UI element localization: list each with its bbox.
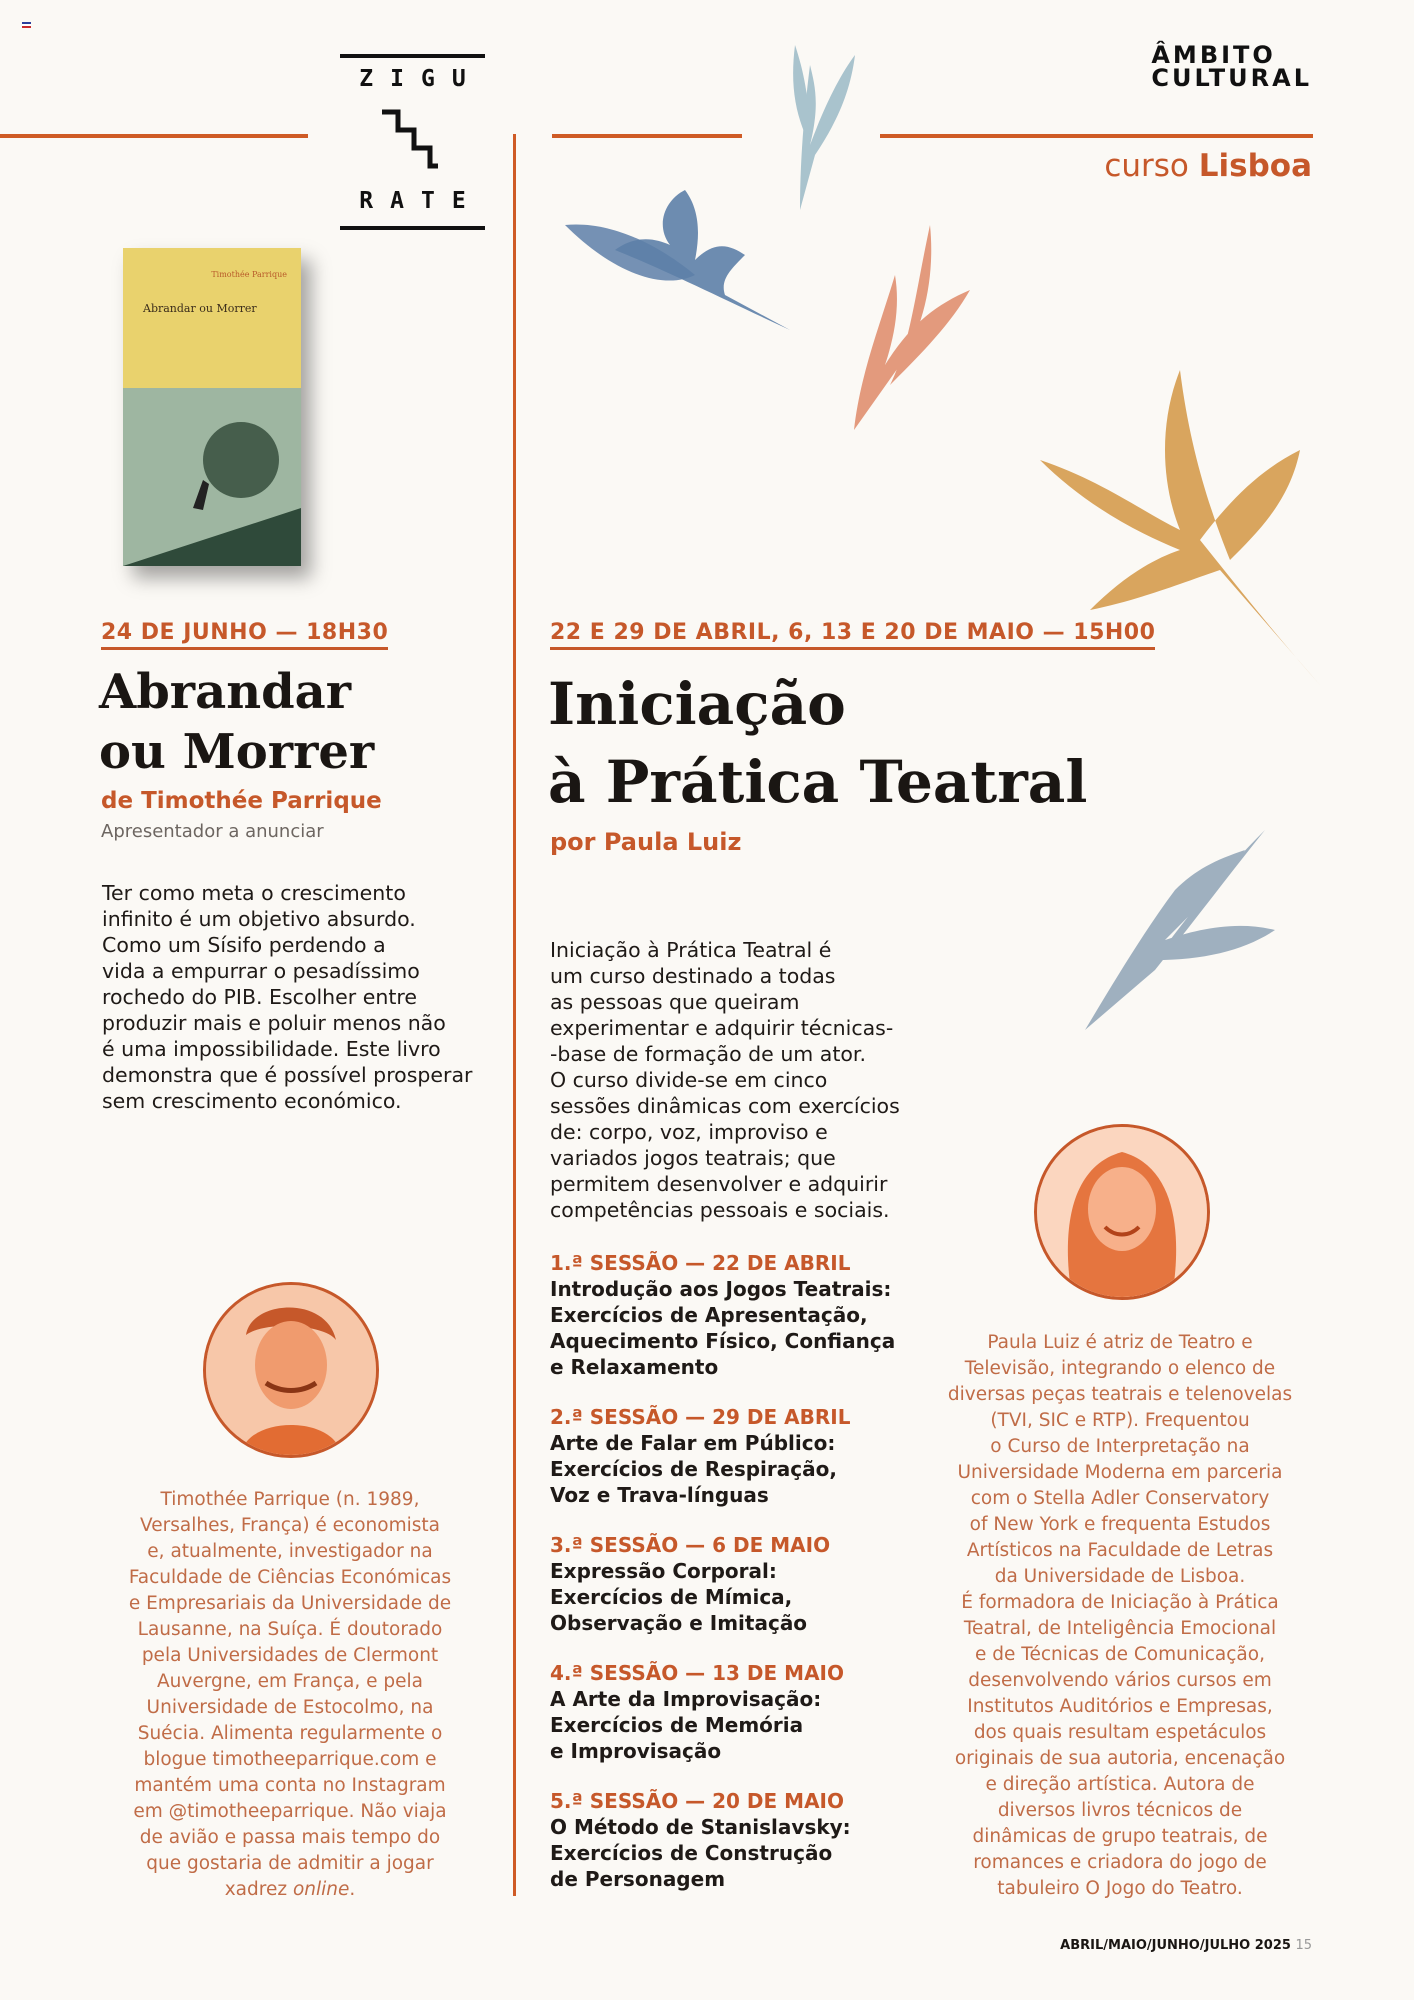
- right-bio-line: dos quais resultam espetáculos: [973, 1722, 1267, 1743]
- left-desc-line: Ter como meta o crescimento: [102, 881, 406, 905]
- top-rule-right: [880, 134, 1313, 138]
- right-bio-line: da Universidade de Lisboa.: [994, 1566, 1246, 1587]
- session-block: [550, 1250, 930, 1380]
- sisyphus-boulder-icon: [123, 388, 301, 566]
- left-desc-line: Como um Sísifo perdendo a: [102, 933, 386, 957]
- session-heading: 4.ª SESSÃO — 13 DE MAIO: [550, 1661, 844, 1685]
- bio-end-punct: .: [349, 1879, 356, 1900]
- left-bio-line: Lausanne, na Suíça. É doutorado: [137, 1619, 443, 1640]
- session-block: [550, 1404, 930, 1508]
- right-desc-line: permitem desenvolver e adquirir: [550, 1172, 888, 1196]
- session-line: e Improvisação: [550, 1739, 722, 1763]
- right-desc-line: experimentar e adquirir técnicas-: [550, 1016, 894, 1040]
- session-line: A Arte da Improvisação:: [550, 1687, 822, 1711]
- right-bio-line: diversas peças teatrais e telenovelas: [947, 1384, 1293, 1405]
- staircase-icon: [380, 108, 444, 176]
- session-block: [550, 1788, 930, 1892]
- right-desc-line: Iniciação à Prática Teatral é: [550, 938, 832, 962]
- session-heading: 5.ª SESSÃO — 20 DE MAIO: [550, 1789, 844, 1813]
- right-bio-line: Artísticos na Faculdade de Letras: [966, 1540, 1274, 1561]
- bio-italic-word: online: [292, 1879, 350, 1900]
- ambito-cultural-logo: [1151, 41, 1312, 92]
- right-bio-line: Televisão, integrando o elenco de: [964, 1358, 1276, 1379]
- left-desc-line: é uma impossibilidade. Este livro: [102, 1037, 441, 1061]
- top-rule-middle: [552, 134, 742, 138]
- session-line: Exercícios de Apresentação,: [550, 1303, 868, 1327]
- right-title-line2: à Prática Teatral: [548, 748, 1088, 816]
- session-line: Exercícios de Mímica,: [550, 1585, 793, 1609]
- right-bio-line: (TVI, SIC e RTP). Frequentou: [990, 1410, 1250, 1431]
- footer: [1060, 1938, 1312, 1953]
- right-bio-line: o Curso de Interpretação na: [990, 1436, 1250, 1457]
- right-bio-line: Paula Luiz é atriz de Teatro e: [987, 1332, 1253, 1353]
- left-title: [99, 662, 374, 782]
- left-author: de Timothée Parrique: [101, 788, 382, 814]
- right-title: [548, 665, 1087, 821]
- right-bio-line: romances e criadora do jogo de: [973, 1852, 1267, 1873]
- left-desc-line: rochedo do PIB. Escolher entre: [102, 985, 417, 1009]
- right-desc-line: competências pessoais e sociais.: [550, 1198, 890, 1222]
- left-bio-line: em @timotheeparrique. Não viaja: [133, 1801, 447, 1822]
- right-author: por Paula Luiz: [550, 828, 742, 856]
- left-title-line2: ou Morrer: [99, 724, 375, 780]
- column-divider: [513, 134, 516, 1896]
- session-line: Expressão Corporal:: [550, 1559, 777, 1583]
- left-bio-line: Versalhes, França) é economista: [140, 1515, 440, 1536]
- session-line: Exercícios de Memória: [550, 1713, 804, 1737]
- session-line: Exercícios de Construção: [550, 1841, 833, 1865]
- left-desc-line: vida a empurrar o pesadíssimo: [102, 959, 420, 983]
- left-bio-line: [100, 1877, 480, 1903]
- right-bio-line: diversos livros técnicos de: [997, 1800, 1243, 1821]
- left-bio-line: que gostaria de admitir a jogar: [146, 1853, 434, 1874]
- left-title-line1: Abrandar: [99, 664, 352, 720]
- top-rule-left: [0, 134, 308, 138]
- session-line: O Método de Stanislavsky:: [550, 1815, 851, 1839]
- right-desc-line: variados jogos teatrais; que: [550, 1146, 836, 1170]
- ambito-line1: ÂMBITO: [1151, 41, 1276, 69]
- right-desc-line: sessões dinâmicas com exercícios: [550, 1094, 900, 1118]
- right-bio-line: Universidade Moderna em parceria: [957, 1462, 1283, 1483]
- left-bio-line: e, atualmente, investigador na: [147, 1541, 433, 1562]
- pink-leaf-icon: [840, 215, 980, 435]
- right-desc-line: O curso divide-se em cinco: [550, 1068, 828, 1092]
- book-cover-title: Abrandar ou Morrer: [143, 302, 257, 315]
- session-line: Voz e Trava-línguas: [550, 1483, 769, 1507]
- right-desc-line: um curso destinado a todas: [550, 964, 836, 988]
- right-bio-line: É formadora de Iniciação à Prática: [961, 1592, 1279, 1613]
- session-block: [550, 1660, 930, 1764]
- session-heading: 1.ª SESSÃO — 22 DE ABRIL: [550, 1251, 851, 1275]
- zigurate-logo: [340, 54, 485, 230]
- left-bio-line: de avião e passa mais tempo do: [139, 1827, 441, 1848]
- right-bio-line: Teatral, de Inteligência Emocional: [963, 1618, 1277, 1639]
- right-bio-line: com o Stella Adler Conservatory: [970, 1488, 1270, 1509]
- left-bio-line: mantém uma conta no Instagram: [134, 1775, 446, 1796]
- right-desc-line: de: corpo, voz, improviso e: [550, 1120, 828, 1144]
- right-bio-line: Institutos Auditórios e Empresas,: [967, 1696, 1273, 1717]
- curso-label: [1104, 148, 1312, 184]
- left-bio-line: e Empresariais da Universidade de: [128, 1593, 452, 1614]
- right-bio-line: e de Técnicas de Comunicação,: [975, 1644, 1265, 1665]
- session-line: Introdução aos Jogos Teatrais:: [550, 1277, 892, 1301]
- right-bio-line: of New York e frequenta Estudos: [969, 1514, 1271, 1535]
- ambito-line2: CULTURAL: [1151, 64, 1312, 92]
- session-line: Exercícios de Respiração,: [550, 1457, 837, 1481]
- left-desc-line: demonstra que é possível prosperar: [102, 1063, 473, 1087]
- timothee-avatar: [203, 1282, 379, 1458]
- session-line: Arte de Falar em Público:: [550, 1431, 836, 1455]
- bio-last-line-text: xadrez: [224, 1879, 288, 1900]
- page-number: 15: [1295, 1938, 1312, 1953]
- right-title-line1: Iniciação: [548, 670, 846, 738]
- right-desc-line: -base de formação de um ator.: [550, 1042, 866, 1066]
- left-presenter: Apresentador a anunciar: [101, 821, 324, 842]
- right-event-date: 22 E 29 DE ABRIL, 6, 13 E 20 DE MAIO — 15H00: [550, 620, 1155, 650]
- right-description: [550, 937, 930, 1223]
- zigurate-logo-top-text: ZIGU: [359, 66, 483, 92]
- left-desc-line: sem crescimento económico.: [102, 1089, 402, 1113]
- grey-leaf-icon: [1075, 820, 1295, 1040]
- left-desc-line: infinito é um objetivo absurdo.: [102, 907, 416, 931]
- session-heading: 3.ª SESSÃO — 6 DE MAIO: [550, 1533, 831, 1557]
- left-bio-line: Faculdade de Ciências Económicas: [128, 1567, 452, 1588]
- left-bio-line: Universidade de Estocolmo, na: [146, 1697, 434, 1718]
- session-block: [550, 1532, 930, 1636]
- blue-leaf-icon: [555, 180, 795, 340]
- session-heading: 2.ª SESSÃO — 29 DE ABRIL: [550, 1405, 851, 1429]
- session-line: Observação e Imitação: [550, 1611, 808, 1635]
- right-bio: [940, 1330, 1300, 1902]
- curso-prefix: curso: [1104, 148, 1189, 184]
- session-list: [550, 1250, 930, 1916]
- left-bio-line: Auvergne, em França, e pela: [157, 1671, 423, 1692]
- left-bio: [100, 1487, 480, 1903]
- right-bio-line: tabuleiro O Jogo do Teatro.: [997, 1878, 1243, 1899]
- left-bio-line: Suécia. Alimenta regularmente o: [137, 1723, 443, 1744]
- left-desc-line: produzir mais e poluir menos não: [102, 1011, 446, 1035]
- right-bio-line: e direção artística. Autora de: [985, 1774, 1255, 1795]
- book-cover-author: Timothée Parrique: [211, 270, 287, 279]
- left-event-date: 24 DE JUNHO — 18H30: [101, 620, 388, 650]
- session-line: Aquecimento Físico, Confiança: [550, 1329, 896, 1353]
- left-bio-line: pela Universidades de Clermont: [141, 1645, 439, 1666]
- footer-issue: ABRIL/MAIO/JUNHO/JULHO 2025: [1060, 1938, 1291, 1953]
- pale-blue-leaf-icon: [760, 25, 870, 215]
- left-description: [102, 880, 502, 1114]
- left-bio-line: blogue timotheeparrique.com e: [143, 1749, 437, 1770]
- paula-avatar: [1034, 1124, 1210, 1300]
- right-desc-line: as pessoas que queiram: [550, 990, 800, 1014]
- left-bio-line: Timothée Parrique (n. 1989,: [160, 1489, 420, 1510]
- session-line: e Relaxamento: [550, 1355, 719, 1379]
- zigurate-logo-bottom-text: RATE: [359, 188, 483, 214]
- flag-icon: [22, 22, 31, 28]
- right-bio-line: desenvolvendo vários cursos em: [968, 1670, 1272, 1691]
- right-bio-line: originais de sua autoria, encenação: [954, 1748, 1286, 1769]
- session-line: de Personagem: [550, 1867, 726, 1891]
- right-bio-line: dinâmicas de grupo teatrais, de: [972, 1826, 1268, 1847]
- curso-city: Lisboa: [1198, 148, 1312, 184]
- book-cover: [123, 248, 301, 566]
